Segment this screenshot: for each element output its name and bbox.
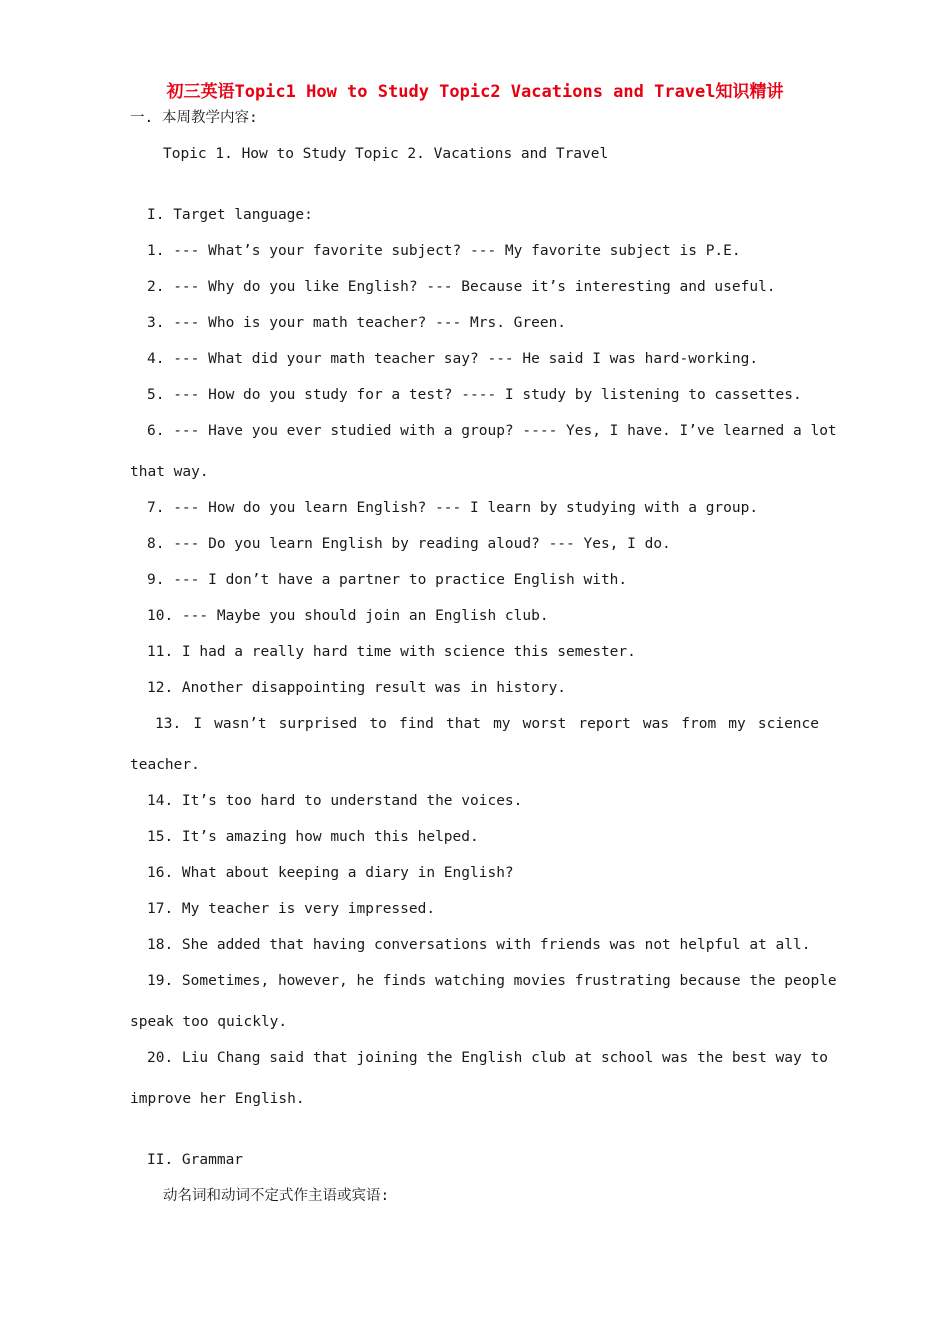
topics-line: Topic 1. How to Study Topic 2. Vacations and Travel [163, 146, 609, 162]
list-item: 16. What about keeping a diary in English? [147, 865, 514, 881]
list-item: 2. --- Why do you like English? --- Because it’s interesting and useful. [147, 279, 776, 295]
list-item: 9. --- I don’t have a partner to practice English with. [147, 572, 628, 588]
list-item: 1. --- What’s your favorite subject? --- My favorite subject is P.E. [147, 243, 741, 259]
list-item: 4. --- What did your math teacher say? --- He said I was hard-working. [147, 351, 759, 367]
list-item: 11. I had a really hard time with science this semester. [147, 644, 636, 660]
list-item: 13. I wasn’t surprised to find that my worst report was from my science [155, 716, 819, 732]
grammar-note: 动名词和动词不定式作主语或宾语: [163, 1188, 390, 1204]
list-item: 8. --- Do you learn English by reading aloud? --- Yes, I do. [147, 536, 671, 552]
target-language-heading: I. Target language: [147, 207, 313, 223]
list-item-continuation: improve her English. [130, 1091, 305, 1107]
grammar-heading: II. Grammar [147, 1152, 244, 1168]
list-item-continuation: speak too quickly. [130, 1014, 288, 1030]
list-item: 10. --- Maybe you should join an English club. [147, 608, 549, 624]
list-item: 6. --- Have you ever studied with a group? ---- Yes, I have. I’ve learned a lot [147, 423, 837, 439]
list-item: 14. It’s too hard to understand the voices. [147, 793, 523, 809]
list-item: 18. She added that having conversations with friends was not helpful at all. [147, 937, 811, 953]
list-item: 20. Liu Chang said that joining the English club at school was the best way to [147, 1050, 828, 1066]
list-item: 7. --- How do you learn English? --- I learn by studying with a group. [147, 500, 759, 516]
list-item: 17. My teacher is very impressed. [147, 901, 436, 917]
list-item: 19. Sometimes, however, he finds watching movies frustrating because the people [147, 973, 837, 989]
list-item: 15. It’s amazing how much this helped. [147, 829, 479, 845]
list-item: 3. --- Who is your math teacher? --- Mrs. Green. [147, 315, 567, 331]
list-item-continuation: teacher. [130, 757, 200, 773]
list-item-continuation: that way. [130, 464, 209, 480]
list-item: 5. --- How do you study for a test? ---- I study by listening to cassettes. [147, 387, 802, 403]
list-item: 12. Another disappointing result was in history. [147, 680, 567, 696]
section-heading: 一. 本周教学内容: [130, 110, 258, 126]
document-title: 初三英语Topic1 How to Study Topic2 Vacations and Travel知识精讲 [166, 82, 784, 102]
